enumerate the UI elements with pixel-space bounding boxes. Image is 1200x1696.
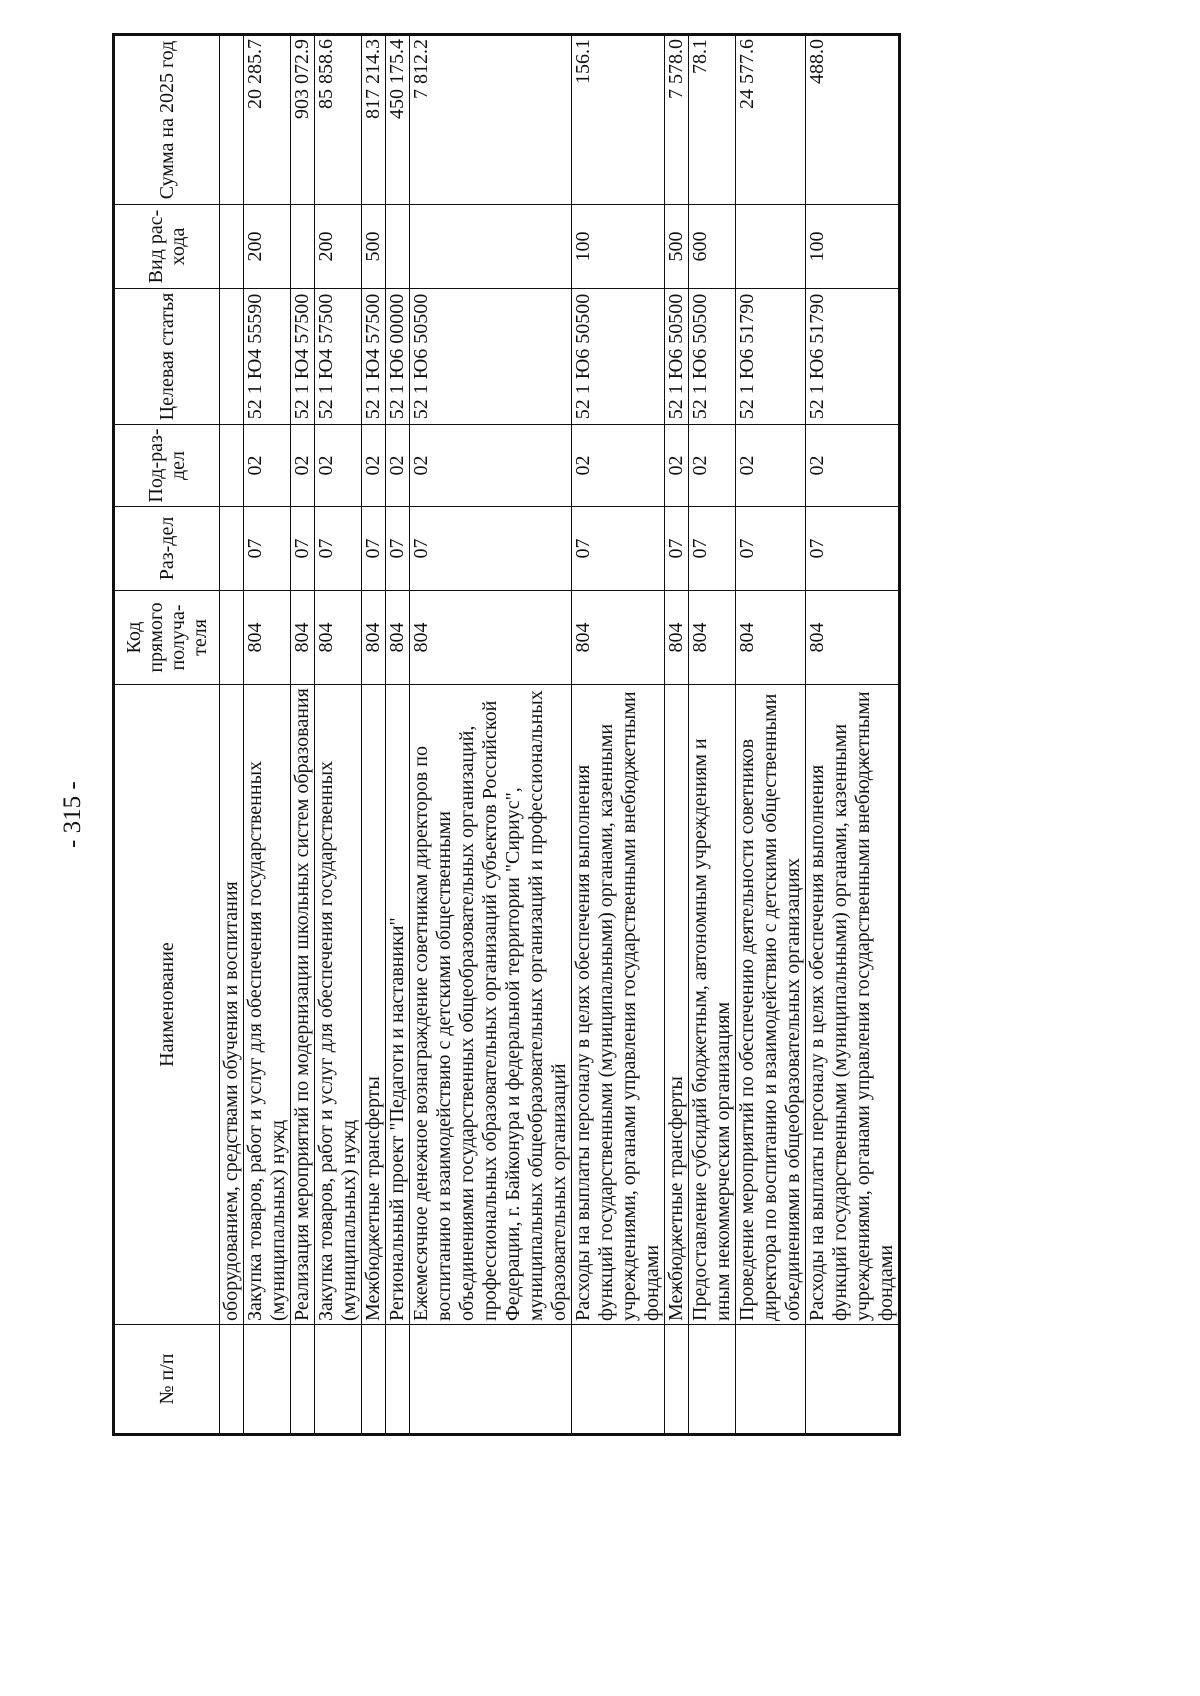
cell-recipient-code: 804	[410, 591, 572, 685]
cell-num	[244, 1325, 291, 1435]
cell-expense-type: 100	[572, 205, 665, 289]
cell-name: оборудованием, средствами обучения и воспитания	[220, 685, 244, 1325]
cell-section: 07	[315, 507, 362, 591]
cell-expense-type: 100	[806, 205, 900, 289]
cell-sum: 85 858.6	[315, 35, 362, 205]
cell-expense-type: 200	[244, 205, 291, 289]
cell-target-article: 52 1 Ю6 51790	[736, 289, 806, 425]
cell-section: 07	[736, 507, 806, 591]
cell-num	[410, 1325, 572, 1435]
cell-sum: 78.1	[689, 35, 736, 205]
header-name: Наименование	[114, 685, 220, 1325]
table-header-row	[114, 35, 220, 1435]
cell-num	[665, 1325, 689, 1435]
header-subsection: Под-раз-дел	[114, 425, 220, 507]
cell-name: Расходы на выплаты персоналу в целях обеспечения выполнения функций государственными (муниципальными) органами, казенными учреждениями, органами управления государственными внебюджетными фондами	[806, 685, 900, 1325]
cell-target-article: 52 1 Ю6 50500	[572, 289, 665, 425]
cell-section: 07	[572, 507, 665, 591]
cell-recipient-code: 804	[244, 591, 291, 685]
cell-expense-type: 600	[689, 205, 736, 289]
cell-subsection: 02	[806, 425, 900, 507]
cell-name: Расходы на выплаты персоналу в целях обеспечения выполнения функций государственными (муниципальными) органами, казенными учреждениями, органами управления государственными внебюджетными фондами	[572, 685, 665, 1325]
cell-num	[736, 1325, 806, 1435]
cell-name: Межбюджетные трансферты	[665, 685, 689, 1325]
cell-recipient-code: 804	[315, 591, 362, 685]
cell-expense-type: 500	[665, 205, 689, 289]
cell-sum: 903 072.9	[291, 35, 315, 205]
budget-table	[112, 33, 901, 1436]
cell-subsection: 02	[665, 425, 689, 507]
table-row	[244, 35, 291, 1435]
cell-target-article: 52 1 Ю6 51790	[806, 289, 900, 425]
cell-target-article: 52 1 Ю4 57500	[362, 289, 386, 425]
table-row	[665, 35, 689, 1435]
cell-expense-type	[410, 205, 572, 289]
cell-target-article: 52 1 Ю6 00000	[386, 289, 410, 425]
cell-target-article: 52 1 Ю4 57500	[291, 289, 315, 425]
cell-subsection: 02	[291, 425, 315, 507]
cell-sum: 24 577.6	[736, 35, 806, 205]
cell-sum: 450 175.4	[386, 35, 410, 205]
cell-sum: 817 214.3	[362, 35, 386, 205]
cell-recipient-code: 804	[572, 591, 665, 685]
cell-num	[220, 1325, 244, 1435]
cell-section: 07	[665, 507, 689, 591]
cell-recipient-code	[220, 591, 244, 685]
cell-subsection: 02	[689, 425, 736, 507]
cell-target-article: 52 1 Ю6 50500	[410, 289, 572, 425]
cell-recipient-code: 804	[362, 591, 386, 685]
cell-section: 07	[689, 507, 736, 591]
header-target-article: Целевая статья	[114, 289, 220, 425]
cell-subsection: 02	[410, 425, 572, 507]
table-row	[410, 35, 572, 1435]
cell-section	[220, 507, 244, 591]
cell-target-article	[220, 289, 244, 425]
header-section: Раз-дел	[114, 507, 220, 591]
table-row	[362, 35, 386, 1435]
cell-num	[806, 1325, 900, 1435]
cell-section: 07	[806, 507, 900, 591]
table-row	[220, 35, 244, 1435]
cell-subsection: 02	[315, 425, 362, 507]
cell-section: 07	[410, 507, 572, 591]
header-expense-type: Вид рас-хода	[114, 205, 220, 289]
header-recipient-code: Код прямого получа-теля	[114, 591, 220, 685]
cell-sum: 7 812.2	[410, 35, 572, 205]
cell-section: 07	[244, 507, 291, 591]
header-sum-2025: Сумма на 2025 год	[114, 35, 220, 205]
cell-expense-type	[291, 205, 315, 289]
cell-expense-type	[220, 205, 244, 289]
cell-num	[315, 1325, 362, 1435]
cell-sum: 156.1	[572, 35, 665, 205]
cell-recipient-code: 804	[665, 591, 689, 685]
cell-recipient-code: 804	[689, 591, 736, 685]
cell-subsection: 02	[362, 425, 386, 507]
cell-num	[362, 1325, 386, 1435]
cell-subsection: 02	[244, 425, 291, 507]
cell-target-article: 52 1 Ю4 55590	[244, 289, 291, 425]
cell-section: 07	[386, 507, 410, 591]
cell-num	[386, 1325, 410, 1435]
cell-name: Закупка товаров, работ и услуг для обеспечения государственных (муниципальных) нужд	[315, 685, 362, 1325]
table-row	[572, 35, 665, 1435]
cell-num	[689, 1325, 736, 1435]
cell-section: 07	[362, 507, 386, 591]
cell-sum: 7 578.0	[665, 35, 689, 205]
cell-recipient-code: 804	[806, 591, 900, 685]
table-row	[806, 35, 900, 1435]
cell-section: 07	[291, 507, 315, 591]
cell-subsection: 02	[572, 425, 665, 507]
cell-expense-type	[736, 205, 806, 289]
cell-name: Межбюджетные трансферты	[362, 685, 386, 1325]
page-number: - 315 -	[59, 781, 86, 848]
cell-recipient-code: 804	[736, 591, 806, 685]
cell-name: Реализация мероприятий по модернизации школьных систем образования	[291, 685, 315, 1325]
table-row	[386, 35, 410, 1435]
cell-recipient-code: 804	[386, 591, 410, 685]
cell-expense-type: 200	[315, 205, 362, 289]
cell-subsection	[220, 425, 244, 507]
cell-expense-type: 500	[362, 205, 386, 289]
cell-target-article: 52 1 Ю6 50500	[665, 289, 689, 425]
cell-subsection: 02	[736, 425, 806, 507]
cell-sum	[220, 35, 244, 205]
cell-sum: 488.0	[806, 35, 900, 205]
table-row	[736, 35, 806, 1435]
cell-num	[572, 1325, 665, 1435]
table-row	[291, 35, 315, 1435]
cell-recipient-code: 804	[291, 591, 315, 685]
cell-name: Проведение мероприятий по обеспечению деятельности советников директора по воспитанию и взаимодействию с детскими общественными объединениями в общеобразовательных организациях	[736, 685, 806, 1325]
cell-target-article: 52 1 Ю6 50500	[689, 289, 736, 425]
cell-target-article: 52 1 Ю4 57500	[315, 289, 362, 425]
cell-sum: 20 285.7	[244, 35, 291, 205]
table-row	[689, 35, 736, 1435]
header-num: № п/п	[114, 1325, 220, 1435]
cell-num	[291, 1325, 315, 1435]
cell-subsection: 02	[386, 425, 410, 507]
cell-name: Закупка товаров, работ и услуг для обеспечения государственных (муниципальных) нужд	[244, 685, 291, 1325]
table-row	[315, 35, 362, 1435]
cell-name: Предоставление субсидий бюджетным, автономным учреждениям и иным некоммерческим организациям	[689, 685, 736, 1325]
cell-expense-type	[386, 205, 410, 289]
cell-name: Региональный проект "Педагоги и наставники"	[386, 685, 410, 1325]
cell-name: Ежемесячное денежное вознаграждение советникам директоров по воспитанию и взаимодействию с детскими общественными объединениями государственных общеобразовательных организаций, профессиональных образовательных организаций субъектов Российской Федерации, г. Байконура и федеральной территории "Сириус", муниципальных общеобразовательных организаций и профессиональных образовательных организаций	[410, 685, 572, 1325]
